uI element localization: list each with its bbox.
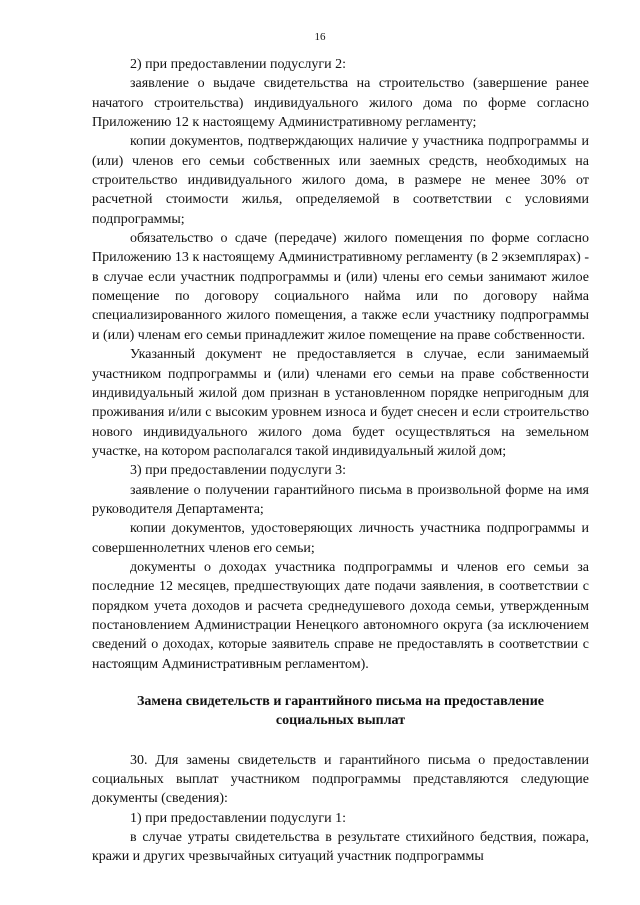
paragraph-document-exemption: Указанный документ не предоставляется в случае, если занимаемый участником подпрограммы и (или) членами его семьи на праве собственности индивидуальный жилой дом признан в установленном порядке непригодным для проживания и/или с высоким уровнем износа и будет снесен и если строительство нового индивидуального жилого дома будет осуществляться на земельном участке, на котором располагался такой индивидуальный жилой дом; [92,347,589,459]
document-body [92,55,589,867]
paragraph-income-documents: документы о доходах участника подпрограммы и членов его семьи за последние 12 месяцев, предшествующих дате подачи заявления, в соответствии с порядком учета доходов и расчета среднедушевого дохода семьи, утвержденным постановлением Администрации Ненецкого автономного округа (за исключением сведений о доходах, которые заявитель справе не предоставлять в соответствии с настоящим Административным регламентом). [92,559,589,672]
paragraph-subservice-1-intro: 1) при предоставлении подуслуги 1: [130,810,346,826]
paragraph-housing-obligation: обязательство о сдаче (передаче) жилого помещения по форме согласно Приложению 13 к настоящему Административному регламенту (в 2 экземплярах) - в случае если участник подпрограммы и (или) члены его семьи занимают жилое помещение по договору социального найма или по договору найма специализированного жилого помещения, а также если участнику подпрограммы и (или) членам его семьи принадлежит жилое помещение на праве собственности. [92,231,589,343]
paragraph-subservice-2-intro: 2) при предоставлении подуслуги 2: [130,57,346,72]
paragraph-certificate-application: заявление о выдаче свидетельства на строительство (завершение ранее начатого строительства) индивидуального жилого дома по форме согласно Приложению 12 к настоящему Административному регламенту; [92,76,589,131]
paragraph-identity-documents: копии документов, удостоверяющих личность участника подпрограммы и совершеннолетних членов его семьи; [92,521,589,556]
page-number: 16 [314,31,326,43]
paragraph-subservice-3-intro: 3) при предоставлении подуслуги 3: [130,463,346,479]
section-heading: Замена свидетельств и гарантийного письма на предоставление социальных выплат [137,694,544,729]
paragraph-item-30: 30. Для замены свидетельств и гарантийного письма о предоставлении социальных выплат участником подпрограммы представляются следующие документы (сведения): [92,752,589,807]
paragraph-certificate-loss: в случае утраты свидетельства в результате стихийного бедствия, пожара, кражи и других чрезвычайных ситуаций участник подпрограммы [92,830,589,865]
paragraph-guarantee-letter-application: заявление о получении гарантийного письма в произвольной форме на имя руководителя Департамента; [92,482,589,517]
paragraph-funds-documents: копии документов, подтверждающих наличие у участника подпрограммы и (или) членов его семьи собственных или заемных средств, необходимых на строительство индивидуального жилого дома, в размере не менее 30% от расчетной стоимости жилья, определяемой в соответствии с условиями подпрограммы; [92,134,589,227]
